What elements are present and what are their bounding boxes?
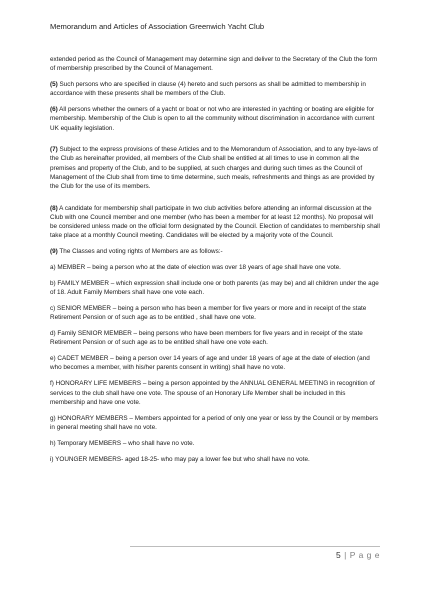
clause-9 — [50, 247, 380, 256]
clause-number: (5) — [50, 81, 58, 89]
member-class-e: e) CADET MEMBER – being a person over 14 years of age and under 18 years of age at the date of election (and who becomes a member, with his/her parents consent in writing) shall have no vote. — [50, 355, 370, 372]
clause-6 — [50, 105, 380, 133]
page-word: P a g e — [349, 550, 380, 560]
page-number — [336, 550, 380, 560]
document-body — [50, 55, 380, 470]
paragraph-continuation: extended period as the Council of Management may determine sign and deliver to the Secretary of the Club the form of membership prescribed by the Council of Management. — [50, 56, 378, 73]
page-header: Memorandum and Articles of Association Greenwich Yacht Club — [50, 22, 265, 31]
member-class-b: b) FAMILY MEMBER – which expression shall include one or both parents (as may be) and all children under the age of 18. Adult Family Members shall have one vote each. — [50, 279, 379, 297]
member-class-f: f) HONORARY LIFE MEMBERS – being a person appointed by the ANNUAL GENERAL MEETING in recognition of services to the club shall have one vote. The spouse of an Honorary Life Member shall be included in this membership and have one vote. — [50, 380, 375, 406]
member-class-c: c) SENIOR MEMBER – being a person who has been a member for five years or more and in receipt of the state Retirement Pension or of such age as to be entitled , shall have one vote. — [50, 304, 367, 322]
clause-number: (6) — [50, 106, 58, 114]
page-separator: | — [341, 550, 350, 560]
clause-text: Subject to the express provisions of these Articles and to the Memorandum of Association, and to any bye-laws of the Club as hereinafter provided, all members of the Club shall be entitled at all times to use in common all the premises and property of the Club, and to be supplied, at such charges and during such times as the Council of Management of the Club shall from time to time determine, such meals, refreshments and things as are provided by the Club for the use of its members. — [50, 146, 378, 191]
clause-number: (9) — [50, 248, 58, 256]
clause-5 — [50, 80, 380, 99]
clause-8 — [50, 204, 380, 241]
member-class-i: i) YOUNGER MEMBERS- aged 18-25- who may pay a lower fee but who shall have no vote. — [50, 455, 310, 463]
clause-7 — [50, 145, 380, 191]
member-class-h: h) Temporary MEMBERS – who shall have no vote. — [50, 439, 195, 447]
page-footer — [50, 550, 380, 562]
clause-number: (7) — [50, 146, 58, 154]
clause-number: (8) — [50, 204, 58, 212]
footer-divider — [130, 546, 380, 547]
clause-text: All persons whether the owners of a yacht or boat or not who are interested in yachting or boating are eligible for membership. Membership of the Club is open to all the community without discrimination in accordance with current UK equality legislation. — [50, 106, 375, 132]
clause-text: The Classes and voting rights of Members are as follows:- — [57, 248, 223, 256]
member-class-g: g) HONORARY MEMBERS – Members appointed for a period of only one year or less by the Council or by members in general meeting shall have no vote. — [50, 414, 379, 431]
clause-text: A candidate for membership shall participate in two club activities before attending an informal discussion at the Club with one Council member and one member (who has been a member for at least 12 months). No proposal will be considered unless made on the official form designated by the Council. Election of candidates to membership shall take place at a monthly Council meeting. Candidates will be elected by a majority vote of the Council. — [50, 204, 380, 240]
page-number-value: 5 — [336, 550, 342, 560]
clause-text: Such persons who are specified in clause (4) hereto and such persons as shall be admitted to membership in accordance with these presents shall be members of the Club. — [50, 81, 366, 98]
member-class-a: a) MEMBER – being a person who at the date of election was over 18 years of age shall have one vote. — [50, 264, 341, 272]
member-class-d: d) Family SENIOR MEMBER – being persons who have been members for five years and in receipt of the state Retirement Pension or of such age as to be entitled shall have one vote each. — [50, 330, 363, 347]
